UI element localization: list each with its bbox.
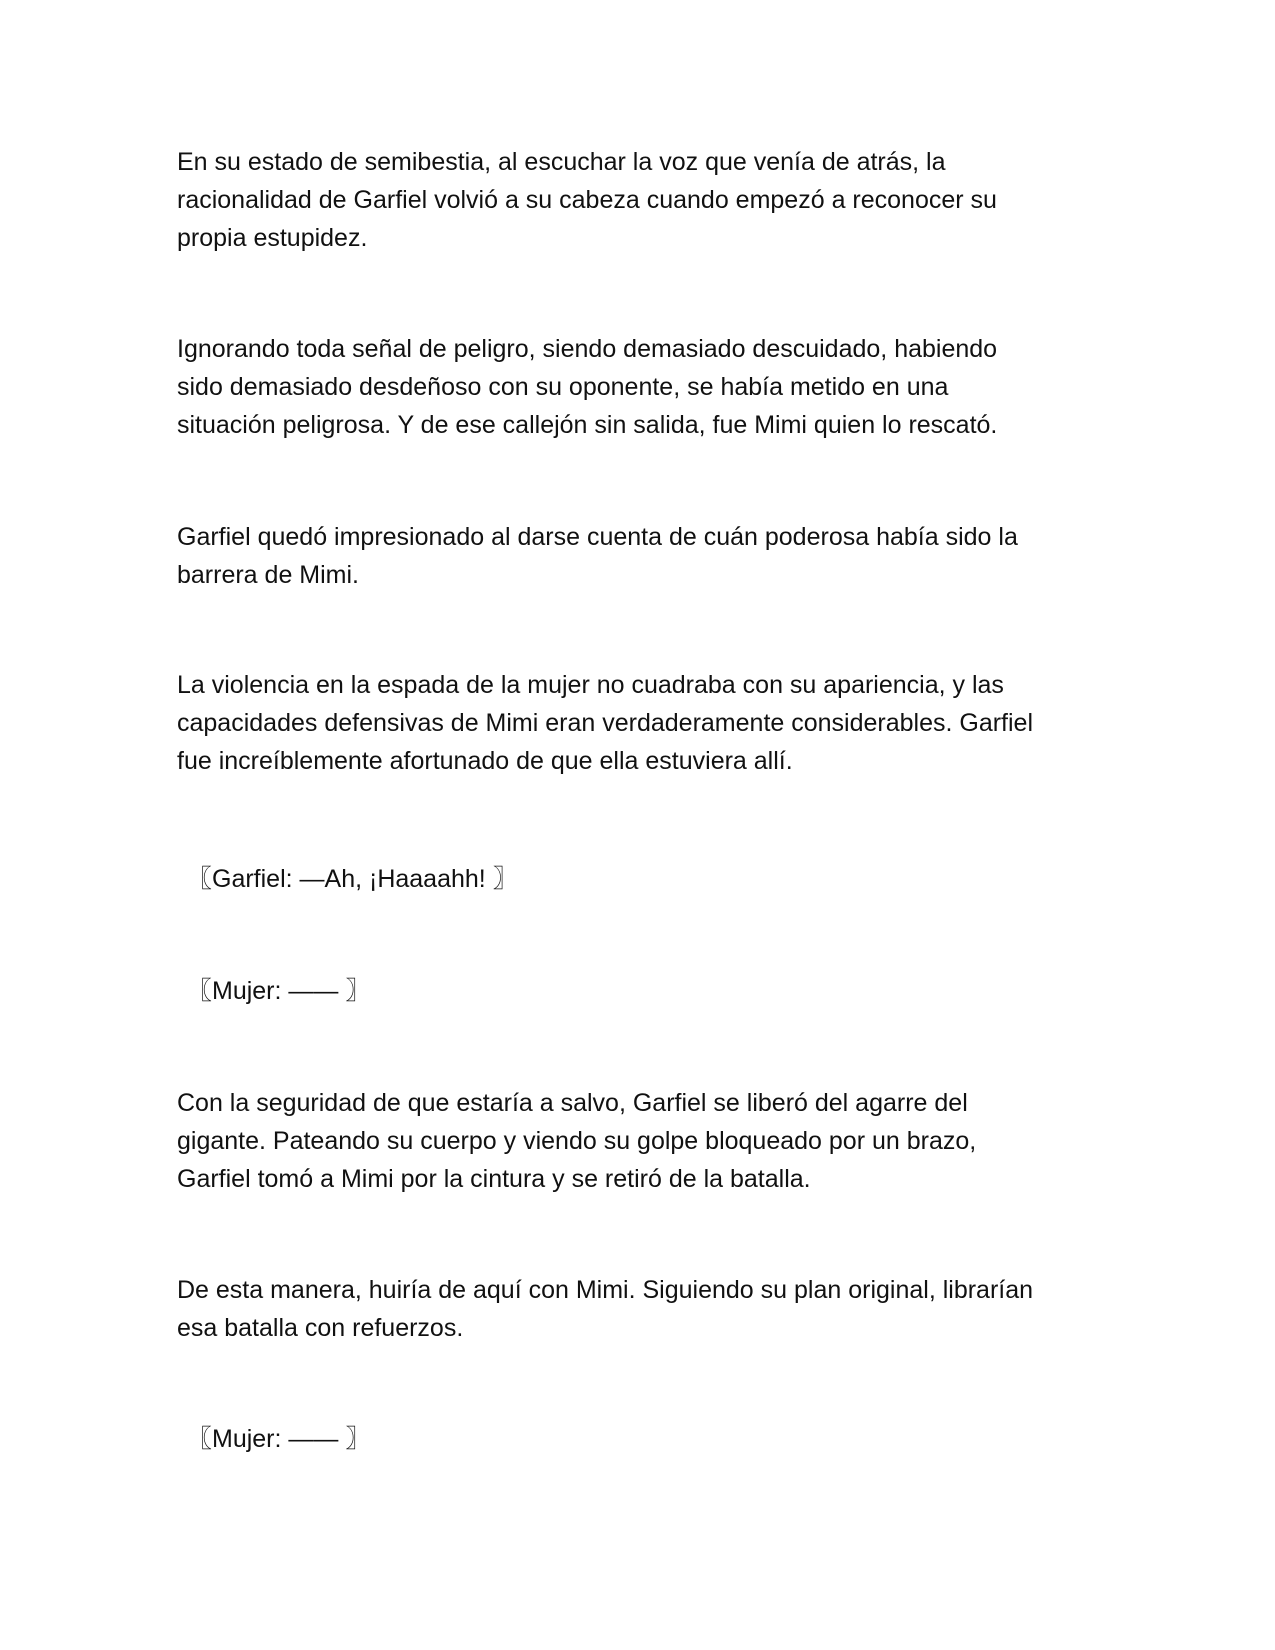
paragraph-3	[177, 518, 1107, 594]
text-line: situación peligrosa. Y de ese callejón sin salida, fue Mimi quien lo rescató.	[177, 411, 998, 439]
text-line: fue increíblemente afortunado de que ella estuviera allí.	[177, 747, 793, 775]
paragraph-5	[177, 1084, 1107, 1198]
text-line: esa batalla con refuerzos.	[177, 1314, 464, 1342]
dialogue-mujer-1	[187, 972, 1117, 1010]
dialogue-garfiel	[187, 860, 1117, 898]
text-line: gigante. Pateando su cuerpo y viendo su golpe bloqueado por un brazo,	[177, 1127, 977, 1155]
text-line: La violencia en la espada de la mujer no cuadraba con su apariencia, y las	[177, 671, 1004, 699]
paragraph-2	[177, 330, 1107, 444]
dialogue-line: 〖Mujer: —— 〗	[187, 977, 371, 1005]
text-line: barrera de Mimi.	[177, 561, 359, 589]
text-line: racionalidad de Garfiel volvió a su cabeza cuando empezó a reconocer su	[177, 186, 997, 214]
text-line: Garfiel tomó a Mimi por la cintura y se retiró de la batalla.	[177, 1165, 811, 1193]
paragraph-6	[177, 1271, 1107, 1347]
text-line: sido demasiado desdeñoso con su oponente, se había metido en una	[177, 373, 949, 401]
paragraph-1	[177, 143, 1107, 257]
text-line: Ignorando toda señal de peligro, siendo demasiado descuidado, habiendo	[177, 335, 998, 363]
text-line: capacidades defensivas de Mimi eran verdaderamente considerables. Garfiel	[177, 709, 1034, 737]
text-line: Garfiel quedó impresionado al darse cuenta de cuán poderosa había sido la	[177, 523, 1018, 551]
text-line: Con la seguridad de que estaría a salvo, Garfiel se liberó del agarre del	[177, 1089, 968, 1117]
dialogue-mujer-2	[187, 1420, 1117, 1458]
text-line: propia estupidez.	[177, 224, 368, 252]
text-line: De esta manera, huiría de aquí con Mimi. Siguiendo su plan original, librarían	[177, 1276, 1034, 1304]
dialogue-line: 〖Mujer: —— 〗	[187, 1425, 371, 1453]
text-line: En su estado de semibestia, al escuchar la voz que venía de atrás, la	[177, 148, 946, 176]
paragraph-4	[177, 666, 1107, 780]
dialogue-line: 〖Garfiel: —Ah, ¡Haaaahh! 〗	[187, 865, 518, 893]
